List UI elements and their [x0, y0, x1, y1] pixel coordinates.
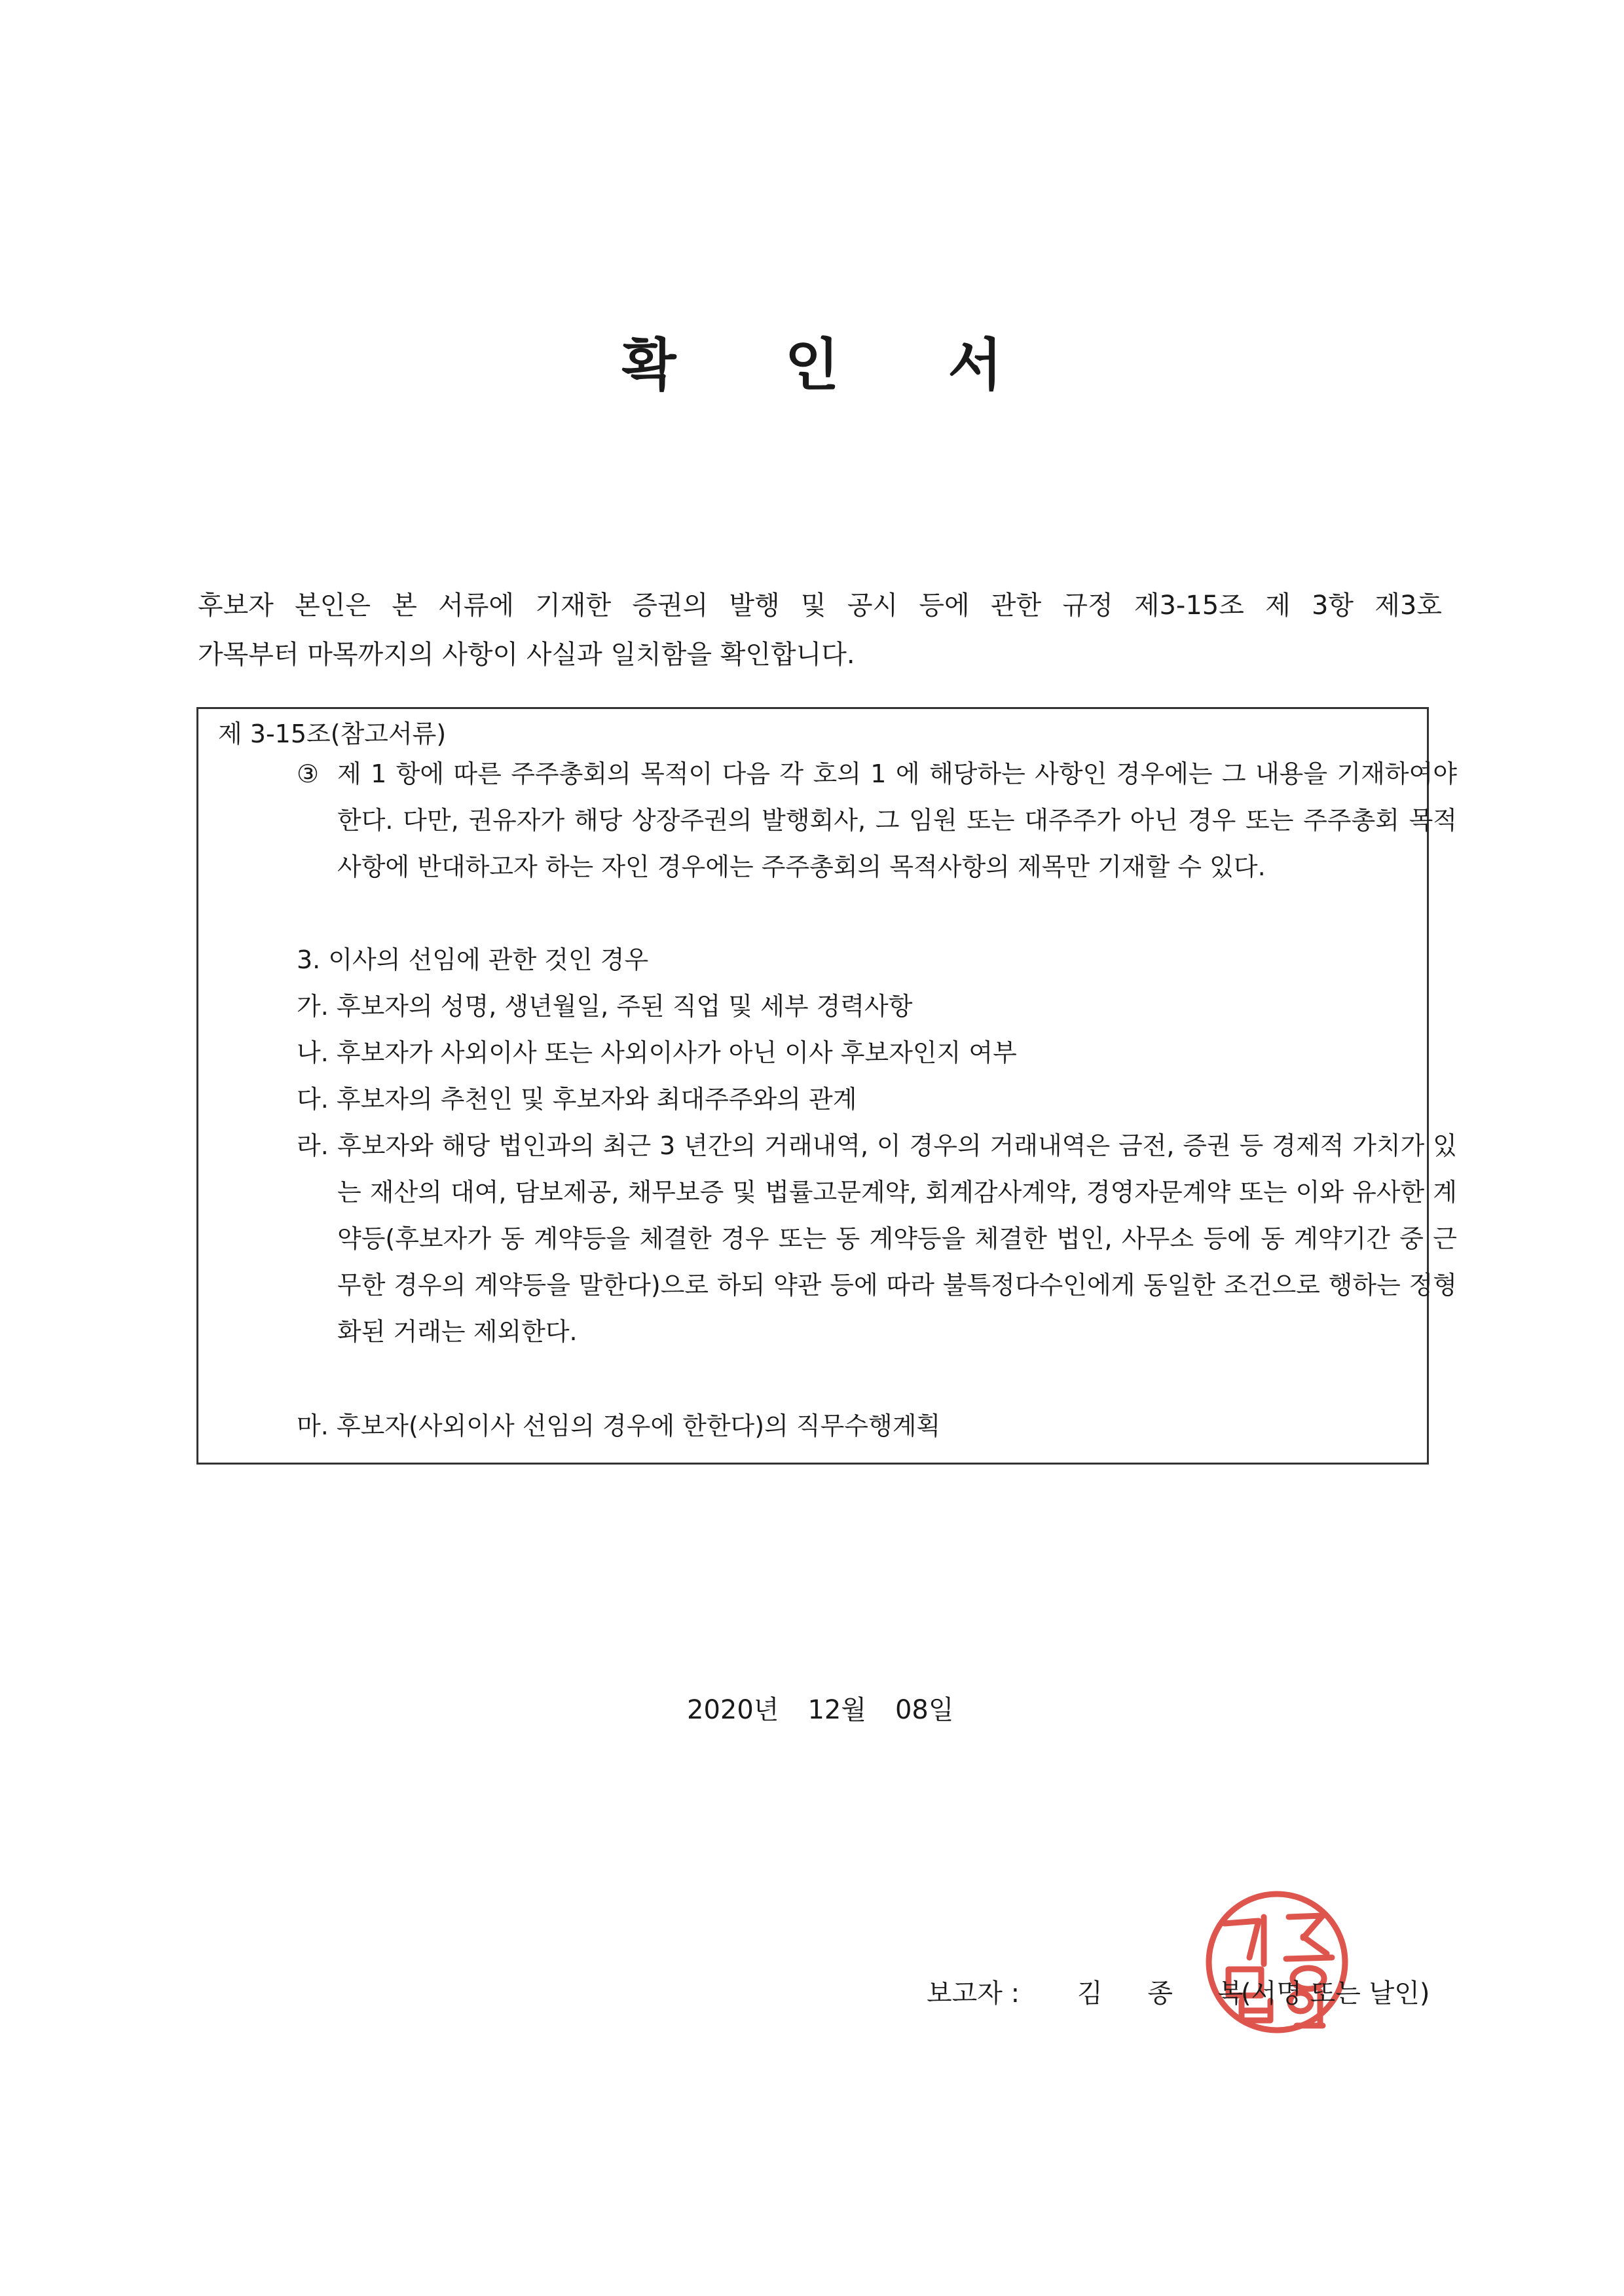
intro-line-2: 가목부터 마목까지의 사항이 사실과 일치함을 확인합니다. — [198, 640, 855, 670]
item-na: 나. 후보자가 사외이사 또는 사외이사가 아닌 이사 후보자인지 여부 — [297, 1038, 1017, 1067]
intro-paragraph — [198, 581, 1442, 680]
reporter-label: 보고자 : — [927, 1978, 1020, 2009]
date-month: 12월 — [807, 1695, 866, 1725]
item-ra-marker: 라. — [297, 1131, 329, 1160]
reporter-line — [927, 1974, 1430, 2013]
item-ma: 마. 후보자(사외이사 선임의 경우에 한한다)의 직무수행계획 — [297, 1412, 941, 1440]
item-ra-text: 후보자와 해당 법인과의 최근 3 년간의 거래내역, 이 경우의 거래내역은 금전, 증권 등 경제적 가치가 있는 재산의 대여, 담보제공, 채무보증 및 법률고문계약, 회계감사계약, 경영자문계약 또는 이와 유사한 계약등(후보자가 동 계약등을 체결한 경우 또는 동 계약등을 체결한 법인, 사무소 등에 동 계약기간 중 근무한 경우의 계약등을 말한다)으로 하되 약관 등에 따라 불특정다수인에게 동일한 조건으로 행하는 정형화된 거래는 제외한다. — [337, 1131, 1457, 1346]
reporter-name: 김 종 복 — [1077, 1978, 1262, 2009]
date-day: 08일 — [895, 1695, 954, 1725]
regulation-heading: 제 3-15조(참고서류) — [218, 720, 447, 748]
item-da: 다. 후보자의 추천인 및 후보자와 최대주주와의 관계 — [297, 1085, 857, 1114]
item-ga: 가. 후보자의 성명, 생년월일, 주된 직업 및 세부 경력사항 — [297, 992, 913, 1021]
name-seal-stamp — [1198, 1886, 1356, 2039]
document-date — [687, 1690, 954, 1730]
clause-3-text: 제 1 항에 따른 주주총회의 목적이 다음 각 호의 1 에 해당하는 사항인 경우에는 그 내용을 기재하여야 한다. 다만, 권유자가 해당 상장주권의 발행회사, 그 임원 또는 대주주가 아닌 경우 또는 주주총회 목적사항에 반대하고자 하는 자인 경우에는 주주총회의 목적사항의 제목만 기재할 수 있다. — [337, 759, 1457, 881]
document-title: 확 인 서 — [621, 333, 1047, 398]
signature-note: (서명 또는 날인) — [1241, 1978, 1430, 2009]
regulation-excerpt-box — [196, 707, 1457, 1465]
intro-line-1: 후보자 본인은 본 서류에 기재한 증권의 발행 및 공시 등에 관한 규정 제3-15조 제 3항 제3호 — [198, 591, 1442, 621]
clause-3-marker: ③ — [297, 759, 320, 788]
item-3: 3. 이사의 선임에 관한 것인 경우 — [297, 945, 649, 974]
item-ra-paragraph — [297, 1123, 1457, 1355]
clause-3-paragraph — [297, 751, 1457, 890]
date-year: 2020년 — [687, 1695, 779, 1725]
